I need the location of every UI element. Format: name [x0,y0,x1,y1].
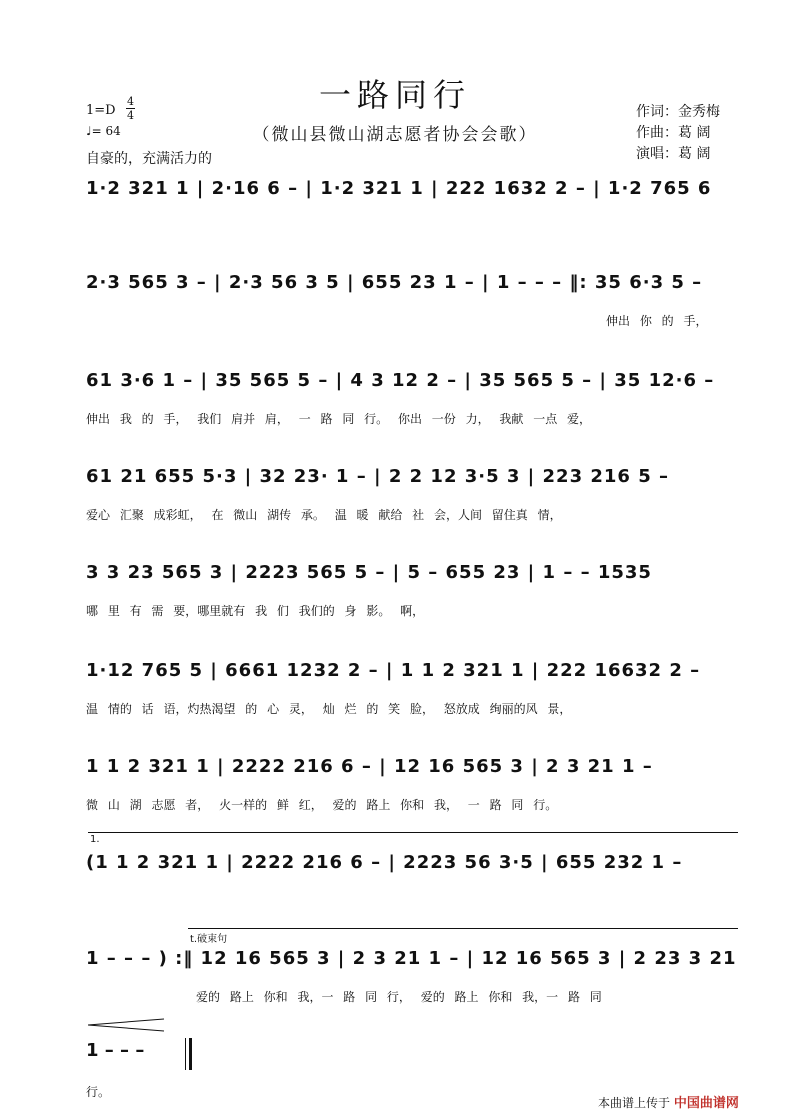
composer: 作曲：葛 阔 [636,125,711,141]
line-notes: 1·12 765 5 | 6661 1232 2 – | 1 1 2 321 1 | 222 16632 2 – [86,660,701,681]
line-notes: 2·3 565 3 – | 2·3 56 3 5 | 655 23 1 – | 1 – – – ‖: 35 6·3 5 – [86,272,703,293]
lyricist: 作词：金秀梅 [636,104,720,120]
score-line-4 [86,466,738,526]
line-lyrics: 爱心 汇聚 成彩虹， 在 微山 湖传 承。 温 暖 献给 社 会，人间 留住真 情， [86,508,562,522]
volta-2-bracket [188,928,738,929]
tempo-mark: ♩= 64 [86,124,121,138]
score-line-6 [86,660,738,720]
expression-mark: 自豪的，充满活力的 [86,151,212,167]
line-lyrics: 微 山 湖 志愿 者， 火一样的 鲜 红， 爱的 路上 你和 我， 一 路 同 行。 [86,798,558,812]
score-line-5 [86,562,738,622]
credits [636,102,720,165]
volta-1-bracket [88,832,738,833]
line-notes: 61 3·6 1 – | 35 565 5 – | 4 3 12 2 – | 35 565 5 – | 35 12·6 – [86,370,715,391]
score-line-2 [86,272,738,332]
line-lyrics: 爱的 路上 你和 我，一 路 同 行， 爱的 路上 你和 我，一 路 同 [196,990,602,1004]
volta-1-label: 1. [90,834,100,845]
key-signature: 1=D [86,103,116,118]
singer: 演唱：葛 阔 [636,146,711,162]
song-subtitle: （微山县微山湖志愿者协会会歌） [252,125,538,145]
final-barline [185,1038,192,1070]
score-line-9 [86,948,738,1008]
decrescendo-mark [88,1018,168,1032]
line-lyrics: 伸出 我 的 手， 我们 肩并 肩， 一 路 同 行。 你出 一份 力， 我献 一点 爱， [86,412,592,426]
line-lyrics: 温 情的 话 语，灼热渴望 的 心 灵， 灿 烂 的 笑 脸， 怒放成 绚丽的风 景， [86,702,572,716]
footer-prefix: 本曲谱上传于 [598,1096,671,1110]
final-notes: 1 – – – [86,1040,145,1061]
score-line-7 [86,756,738,816]
time-signature [126,95,135,122]
line-notes: (1 1 2 321 1 | 2222 216 6 – | 2223 56 3·5 | 655 232 1 – [86,852,683,873]
line-notes: 3 3 23 565 3 | 2223 565 5 – | 5 – 655 23 | 1 – – 1535 [86,562,652,583]
final-lyric: 行。 [86,1085,111,1099]
site-logo: 中国曲谱网 [673,1096,739,1111]
line-notes: 1 – – – ) :‖ 12 16 565 3 | 2 3 21 1 – | 12 16 565 3 | 2 23 3 21 [86,948,737,969]
score-line-8 [86,852,738,912]
volta-2-label: t.破束句 [190,934,228,945]
time-sig-top: 4 [127,95,134,108]
score-line-1 [86,178,738,238]
time-sig-bottom: 4 [127,109,134,122]
footer-watermark [598,1092,739,1111]
line-notes: 1 1 2 321 1 | 2222 216 6 – | 12 16 565 3 | 2 3 21 1 – [86,756,653,777]
score-line-3 [86,370,738,430]
line-lyrics: 哪 里 有 需 要，哪里就有 我 们 我们的 身 影。 啊， [86,604,425,618]
song-title: 一路同行 [318,76,471,114]
line-notes: 1·2 321 1 | 2·16 6 – | 1·2 321 1 | 222 1632 2 – | 1·2 765 6 [86,178,712,199]
line-lyrics: 伸出 你 的 手， [606,314,708,328]
line-notes: 61 21 655 5·3 | 32 23· 1 – | 2 2 12 3·5 3 | 223 216 5 – [86,466,669,487]
